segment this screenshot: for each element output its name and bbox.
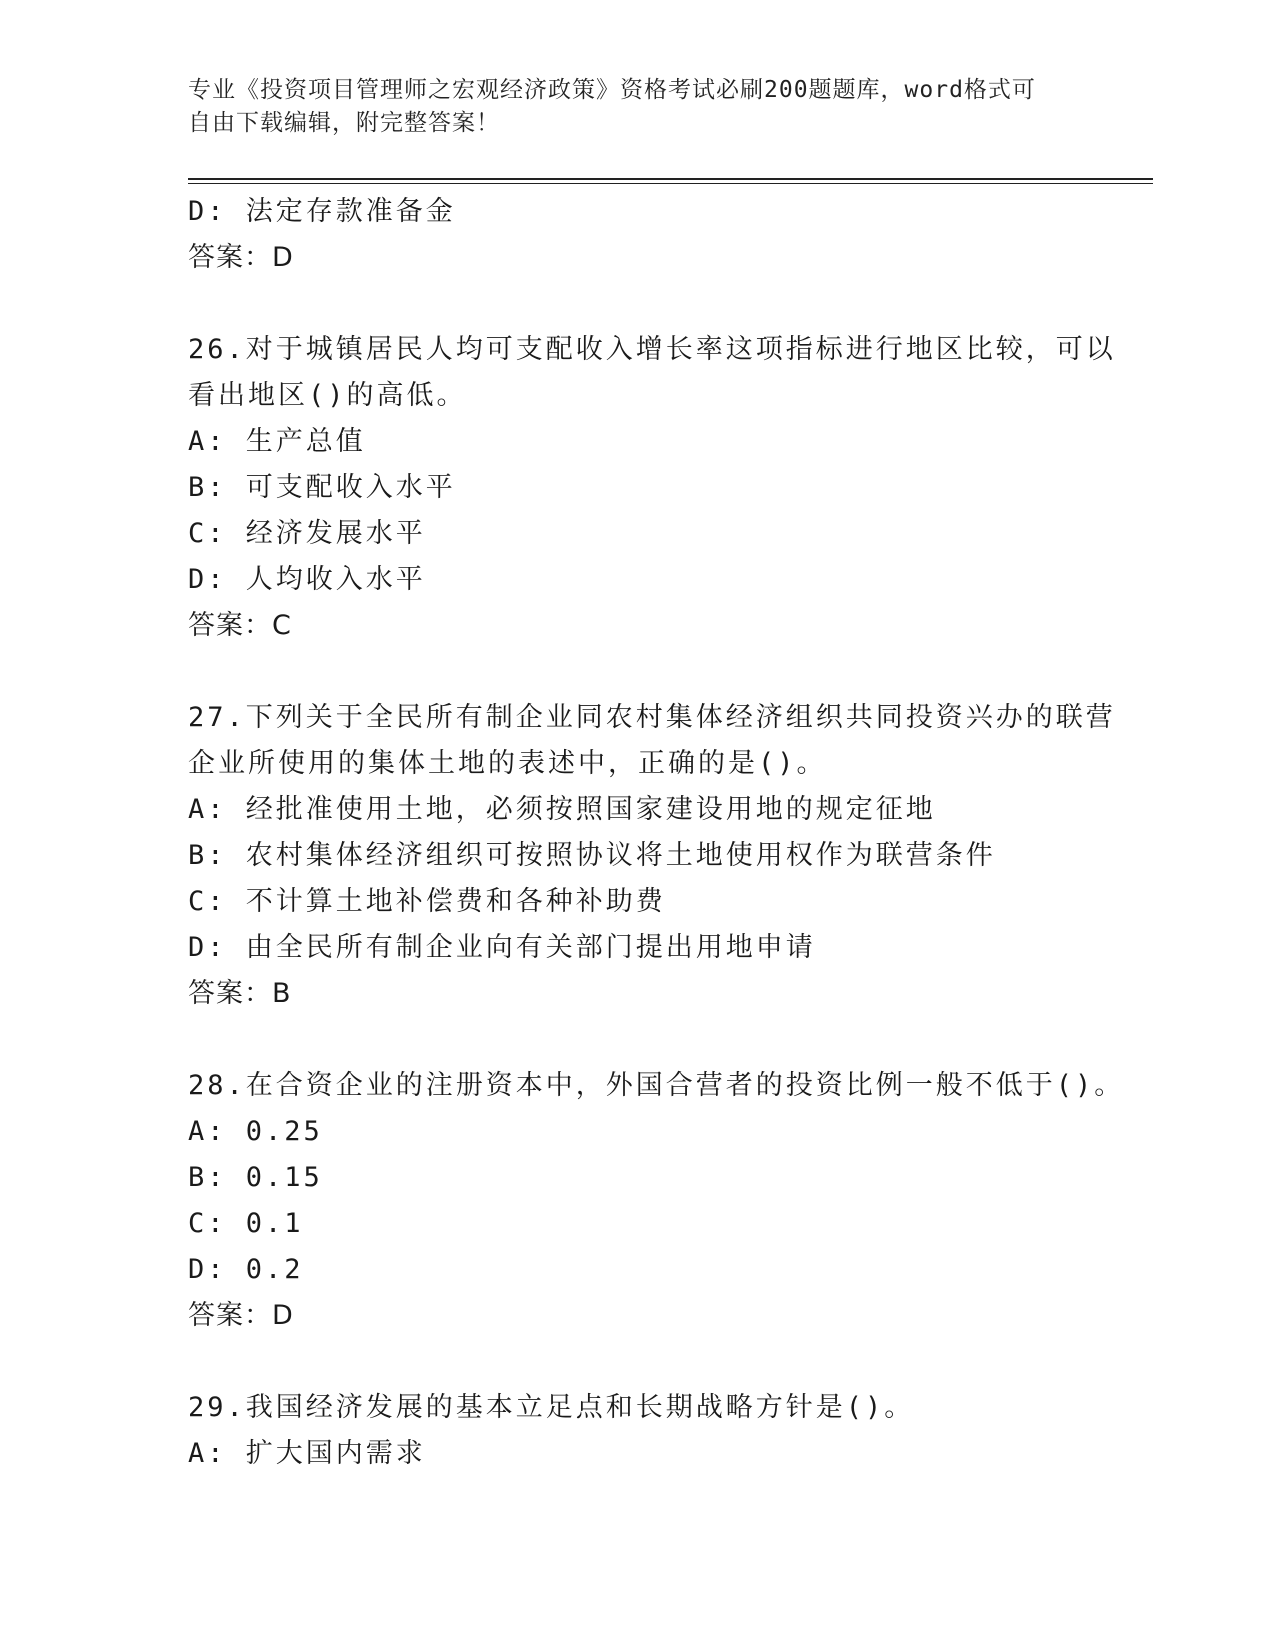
option-d: D: 法定存款准备金 [188,196,456,227]
option-c: C: 不计算土地补偿费和各种补助费 [188,886,666,917]
option-b: B: 可支配收入水平 [188,472,456,503]
question-stem: 28.在合资企业的注册资本中，外国合营者的投资比例一般不低于()。 [188,1070,1125,1101]
answer-label: 答案：B [188,978,292,1009]
answer-label: 答案：D [188,242,294,273]
option-a: A: 生产总值 [188,426,366,457]
option-a: A: 扩大国内需求 [188,1438,426,1469]
option-b: B: 农村集体经济组织可按照协议将土地使用权作为联营条件 [188,840,996,871]
question-27 [188,695,1116,1017]
option-b: B: 0.15 [188,1162,323,1193]
option-a: A: 经批准使用土地，必须按照国家建设用地的规定征地 [188,794,936,825]
option-d: D: 由全民所有制企业向有关部门提出用地申请 [188,932,816,963]
option-c: C: 0.1 [188,1208,304,1239]
option-c: C: 经济发展水平 [188,518,426,549]
question-stem: 27.下列关于全民所有制企业同农村集体经济组织共同投资兴办的联营 [188,702,1116,733]
header-divider-thick [188,178,1153,180]
question-29 [188,1385,1108,1477]
answer-label: 答案：C [188,610,292,641]
question-stem: 26.对于城镇居民人均可支配收入增长率这项指标进行地区比较，可以 [188,334,1116,365]
header-line-1: 专业《投资项目管理师之宏观经济政策》资格考试必刷200题题库，word格式可 [188,77,1036,103]
question-28 [188,1063,1125,1339]
option-d: D: 0.2 [188,1254,304,1285]
option-a: A: 0.25 [188,1116,323,1147]
document-header [188,74,1088,140]
question-stem-cont: 企业所使用的集体土地的表述中，正确的是()。 [188,748,827,779]
question-26 [188,327,1116,649]
question-stem: 29.我国经济发展的基本立足点和长期战略方针是()。 [188,1392,915,1423]
header-line-2: 自由下载编辑，附完整答案！ [188,110,500,136]
option-d: D: 人均收入水平 [188,564,426,595]
header-divider-thin [188,183,1153,184]
question-content [188,189,1125,1477]
question-stem-cont: 看出地区()的高低。 [188,380,467,411]
answer-label: 答案：D [188,1300,294,1331]
